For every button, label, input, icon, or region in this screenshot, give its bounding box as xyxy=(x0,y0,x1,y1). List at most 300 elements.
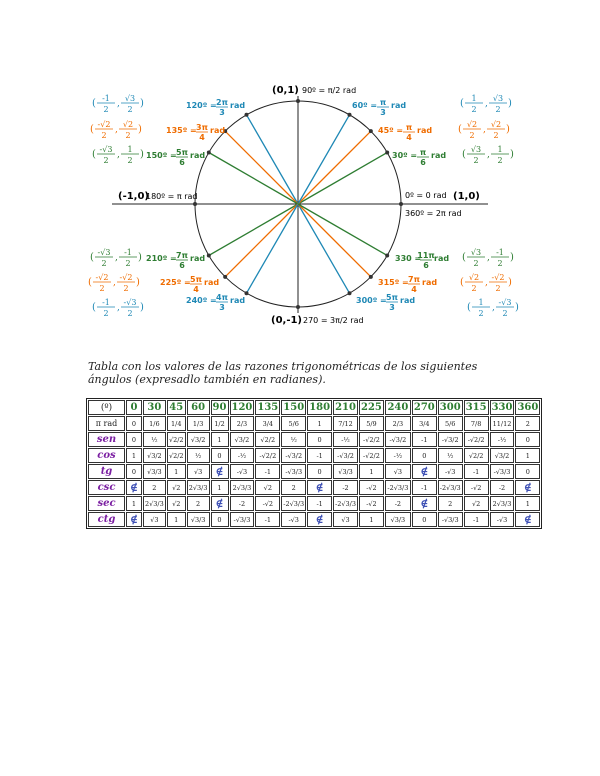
rad-unit: rad xyxy=(422,278,438,287)
svg-text:2: 2 xyxy=(469,131,475,140)
table-cell: 1 xyxy=(515,496,540,511)
table-cell: 1 xyxy=(515,448,540,463)
svg-text:2: 2 xyxy=(127,105,133,114)
table-row xyxy=(88,416,540,431)
svg-text:(: ( xyxy=(462,252,466,263)
table-row xyxy=(88,448,540,463)
table-cell: ∉ xyxy=(126,480,142,495)
svg-text:5π: 5π xyxy=(176,148,188,157)
svg-text:-√3: -√3 xyxy=(498,298,512,307)
rad-unit: rad xyxy=(230,296,246,305)
table-cell: 0 xyxy=(307,432,332,447)
angle-deg-315: 315º = xyxy=(378,278,409,287)
point-45 xyxy=(369,129,373,133)
table-cell: -√3/3 xyxy=(490,464,515,479)
table-cell: -√2/2 xyxy=(255,448,280,463)
svg-text:√3: √3 xyxy=(470,248,482,257)
coord-pair-120 xyxy=(92,94,144,114)
table-row xyxy=(88,464,540,479)
svg-text:3: 3 xyxy=(219,303,225,312)
table-cell: 2√3/3 xyxy=(143,496,166,511)
table-cell: √2/2 xyxy=(167,432,186,447)
angle-deg-240: 240º = xyxy=(186,296,217,305)
point-210 xyxy=(207,254,211,258)
svg-text:2: 2 xyxy=(125,259,131,268)
header-cell: 270 xyxy=(413,402,435,413)
svg-text:4π: 4π xyxy=(216,293,228,302)
table-cell: 1/4 xyxy=(167,416,186,431)
table-cell: -√3/3 xyxy=(281,464,306,479)
svg-text:2: 2 xyxy=(497,156,503,165)
header-cell: 180 xyxy=(309,402,331,413)
svg-text:1: 1 xyxy=(127,145,133,154)
header-cell: 330 xyxy=(491,402,513,413)
header-cell: 150 xyxy=(281,400,306,415)
table-cell: 3/4 xyxy=(412,416,437,431)
table-cell: ∉ xyxy=(307,512,332,527)
point-30 xyxy=(385,151,389,155)
table-cell: -2 xyxy=(490,480,515,495)
svg-text:): ) xyxy=(506,124,510,135)
table-cell: √3/3 xyxy=(333,464,358,479)
table-cell: -2 xyxy=(385,496,411,511)
row-label: tg xyxy=(88,464,125,479)
table-cell: 1 xyxy=(167,464,186,479)
svg-text:2: 2 xyxy=(101,131,107,140)
row-label: π rad xyxy=(88,416,125,431)
angle-rad-60 xyxy=(377,98,389,117)
angle-rad-30 xyxy=(417,148,429,167)
table-cell: ∉ xyxy=(307,480,332,495)
table-cell: 2√3/3 xyxy=(230,480,255,495)
coord-pair-30 xyxy=(462,145,514,165)
angle-deg-135: 135º = xyxy=(166,126,197,135)
rad-unit: rad xyxy=(417,126,433,135)
coord-pair-225 xyxy=(88,273,140,293)
svg-text:6: 6 xyxy=(179,158,185,167)
table-cell: 1 xyxy=(211,432,229,447)
table-row xyxy=(88,480,540,495)
svg-text:6: 6 xyxy=(423,261,429,270)
svg-text:): ) xyxy=(138,124,142,135)
coord-bottom: (0,-1) xyxy=(271,315,303,326)
svg-text:4: 4 xyxy=(193,285,199,294)
angle-deg-150: 150º = xyxy=(146,151,177,160)
angle-label-180: 180º = π rad xyxy=(146,192,198,201)
point-330 xyxy=(385,254,389,258)
svg-text:2: 2 xyxy=(473,156,479,165)
table-cell: -1 xyxy=(464,464,489,479)
svg-text:(: ( xyxy=(458,124,462,135)
svg-text:√3: √3 xyxy=(124,94,136,103)
table-cell: ∉ xyxy=(515,480,540,495)
table-cell: 2√3/3 xyxy=(490,496,515,511)
rad-unit: rad xyxy=(391,101,407,110)
angle-label-270: 270 = 3π/2 rad xyxy=(303,316,364,325)
table-row xyxy=(88,496,540,511)
svg-text:2: 2 xyxy=(103,309,109,318)
angle-rad-315 xyxy=(408,275,420,294)
svg-text:): ) xyxy=(140,302,144,313)
svg-text:5π: 5π xyxy=(386,293,398,302)
svg-text:,: , xyxy=(113,278,116,288)
coord-right: (1,0) xyxy=(453,191,480,202)
table-cell: √3/2 xyxy=(230,432,255,447)
table-cell: 7/8 xyxy=(464,416,489,431)
svg-text:(: ( xyxy=(460,98,464,109)
svg-text:): ) xyxy=(508,98,512,109)
svg-text:,: , xyxy=(487,253,490,263)
coordinate-labels xyxy=(88,94,519,318)
table-cell: 0 xyxy=(126,432,142,447)
row-label: sec xyxy=(88,496,125,511)
table-cell: -√2 xyxy=(464,480,489,495)
table-cell: √3 xyxy=(385,464,411,479)
table-cell: √3/3 xyxy=(385,512,411,527)
header-cell: 0 xyxy=(126,400,142,415)
svg-text:11π: 11π xyxy=(417,251,435,260)
table-cell: -1 xyxy=(255,512,280,527)
angle-label-90: 90º = π/2 rad xyxy=(302,86,357,95)
table-cell: 1 xyxy=(359,464,384,479)
table-cell: √2 xyxy=(167,496,186,511)
table-cell: √3/2 xyxy=(187,432,210,447)
point-bottom xyxy=(296,305,300,309)
svg-text:,: , xyxy=(485,278,488,288)
svg-text:-√2: -√2 xyxy=(491,273,505,282)
svg-text:√3: √3 xyxy=(470,145,482,154)
table-cell: ½ xyxy=(438,448,463,463)
table-cell: -2√3/3 xyxy=(438,480,463,495)
table-cell: 1/3 xyxy=(187,416,210,431)
table-cell: √2/2 xyxy=(255,432,280,447)
svg-text:,: , xyxy=(117,150,120,160)
table-cell: 0 xyxy=(515,432,540,447)
table-cell: √3 xyxy=(143,512,166,527)
svg-text:): ) xyxy=(510,252,514,263)
angle-rad-225 xyxy=(190,275,202,294)
coord-pair-240 xyxy=(92,298,144,318)
angle-rad-45 xyxy=(403,123,415,142)
table-cell: ∉ xyxy=(412,464,437,479)
table-cell: 5/9 xyxy=(359,416,384,431)
svg-text:(: ( xyxy=(88,277,92,288)
svg-text:2π: 2π xyxy=(216,98,228,107)
svg-text:2: 2 xyxy=(99,284,105,293)
table-cell: 2 xyxy=(438,496,463,511)
coord-top: (0,1) xyxy=(272,85,299,96)
svg-text:-√3: -√3 xyxy=(123,298,137,307)
angle-rad-135 xyxy=(196,123,208,142)
angle-rad-240 xyxy=(216,293,228,312)
svg-text:-√3: -√3 xyxy=(97,248,111,257)
coord-pair-330 xyxy=(462,248,514,268)
table-cell: 2 xyxy=(281,480,306,495)
table-caption: Tabla con los valores de las razones trigonométricas de los siguientes ángulos (expresadlo también en radianes). xyxy=(88,360,478,386)
coord-pair-150 xyxy=(92,145,144,165)
row-label: sen xyxy=(88,432,125,447)
header-cell: 225 xyxy=(361,402,382,413)
table-cell: √2/2 xyxy=(464,448,489,463)
svg-text:(: ( xyxy=(92,98,96,109)
svg-text:7π: 7π xyxy=(408,275,420,284)
svg-text:3: 3 xyxy=(380,108,386,117)
header-cell: 315 xyxy=(465,402,487,413)
header-cell: 90 xyxy=(211,400,229,415)
point-right xyxy=(399,202,403,206)
table-cell: ½ xyxy=(281,432,306,447)
coord-left: (-1,0) xyxy=(118,191,150,202)
table-cell: 3/4 xyxy=(255,416,280,431)
point-left xyxy=(193,202,197,206)
table-cell: √3/2 xyxy=(143,448,166,463)
svg-text:√3: √3 xyxy=(492,94,504,103)
table-cell: 0 xyxy=(126,416,142,431)
svg-text:,: , xyxy=(483,125,486,135)
rad-unit: rad xyxy=(434,254,450,263)
coord-pair-60 xyxy=(460,94,512,114)
coord-pair-45 xyxy=(458,120,510,140)
angle-label-0: 0º = 0 rad xyxy=(405,191,447,200)
table-cell: -1 xyxy=(412,480,437,495)
svg-text:-√3: -√3 xyxy=(99,145,113,154)
svg-text:,: , xyxy=(115,125,118,135)
rad-unit: rad xyxy=(400,296,416,305)
angle-deg-120: 120º = xyxy=(186,101,217,110)
svg-text:(: ( xyxy=(460,277,464,288)
table-cell: ½ xyxy=(187,448,210,463)
table-cell: -√2 xyxy=(359,480,384,495)
svg-text:1: 1 xyxy=(497,145,503,154)
table-cell: -√3 xyxy=(490,512,515,527)
table-cell: -½ xyxy=(385,448,411,463)
rad-unit: rad xyxy=(230,101,246,110)
row-label: csc xyxy=(88,480,125,495)
svg-text:-1: -1 xyxy=(496,248,504,257)
angle-deg-330: 330 = xyxy=(395,254,422,263)
table-cell: 2 xyxy=(515,416,540,431)
table-cell: 5/6 xyxy=(438,416,463,431)
svg-text:2: 2 xyxy=(495,105,501,114)
svg-text:2: 2 xyxy=(471,284,477,293)
svg-text:4: 4 xyxy=(199,133,205,142)
table-cell: -√2/2 xyxy=(359,448,384,463)
svg-text:,: , xyxy=(492,303,495,313)
svg-text:2: 2 xyxy=(127,309,133,318)
table-cell: -√3/2 xyxy=(438,432,463,447)
table-cell: -2 xyxy=(230,496,255,511)
table-cell: 1 xyxy=(167,512,186,527)
table-cell: ∉ xyxy=(515,512,540,527)
table-cell: 1/6 xyxy=(143,416,166,431)
table-cell: -√3/2 xyxy=(281,448,306,463)
table-cell: 1 xyxy=(359,512,384,527)
table-cell: 0 xyxy=(211,512,229,527)
angle-deg-210: 210º = xyxy=(146,254,177,263)
table-cell: -√2/2 xyxy=(464,432,489,447)
row-label: cos xyxy=(88,448,125,463)
table-cell: √3 xyxy=(187,464,210,479)
svg-text:-1: -1 xyxy=(102,298,110,307)
table-cell: -½ xyxy=(333,432,358,447)
angle-rad-300 xyxy=(386,293,398,312)
table-cell: √3 xyxy=(333,512,358,527)
svg-text:6: 6 xyxy=(179,261,185,270)
table-cell: 1 xyxy=(211,480,229,495)
table-cell: 0 xyxy=(412,448,437,463)
svg-text:√2: √2 xyxy=(468,273,480,282)
table-cell: 1 xyxy=(307,416,332,431)
svg-text:-1: -1 xyxy=(124,248,132,257)
svg-text:(: ( xyxy=(90,252,94,263)
svg-text:1: 1 xyxy=(471,94,477,103)
svg-text:): ) xyxy=(515,302,519,313)
header-cell: 135 xyxy=(257,402,279,413)
table-cell: √2 xyxy=(464,496,489,511)
header-cell: 60 xyxy=(187,400,210,415)
angle-deg-225: 225º = xyxy=(160,278,191,287)
svg-text:3: 3 xyxy=(389,303,395,312)
svg-text:2: 2 xyxy=(123,284,129,293)
table-cell: -√3 xyxy=(438,464,463,479)
table-row xyxy=(88,512,540,527)
rad-unit: rad xyxy=(204,278,220,287)
table-cell: √2/2 xyxy=(167,448,186,463)
header-cell: 120 xyxy=(231,402,253,413)
point-225 xyxy=(223,275,227,279)
table-cell: -√2 xyxy=(255,496,280,511)
svg-text:6: 6 xyxy=(420,158,426,167)
table-cell: -√3/3 xyxy=(230,512,255,527)
svg-text:√2: √2 xyxy=(490,120,502,129)
svg-text:2: 2 xyxy=(471,105,477,114)
table-cell: -√2 xyxy=(359,496,384,511)
table-cell: -√3/3 xyxy=(438,512,463,527)
point-top xyxy=(296,99,300,103)
table-cell: -√3/2 xyxy=(385,432,411,447)
header-cell: (º) xyxy=(88,400,125,415)
table-cell: ∉ xyxy=(211,464,229,479)
table-cell: 5/6 xyxy=(281,416,306,431)
table-cell: √3/2 xyxy=(490,448,515,463)
header-cell: 45 xyxy=(167,400,186,415)
table-cell: 2 xyxy=(187,496,210,511)
table-cell: 1 xyxy=(126,496,142,511)
angle-deg-30: 30º = xyxy=(392,151,418,160)
svg-text:3π: 3π xyxy=(196,123,208,132)
table-cell: -1 xyxy=(464,512,489,527)
unit-circle-figure xyxy=(0,0,600,340)
svg-text:√2: √2 xyxy=(122,120,134,129)
angle-rad-120 xyxy=(216,98,228,117)
table-cell: -√3/2 xyxy=(333,448,358,463)
angle-rad-210 xyxy=(176,251,188,270)
svg-text:2: 2 xyxy=(127,156,133,165)
svg-text:2: 2 xyxy=(125,131,131,140)
angle-rad-150 xyxy=(176,148,188,167)
svg-text:2: 2 xyxy=(495,284,501,293)
svg-text:): ) xyxy=(510,149,514,160)
table-cell: -√3 xyxy=(281,512,306,527)
rad-unit: rad xyxy=(210,126,226,135)
svg-text:-√2: -√2 xyxy=(97,120,111,129)
header-cell: 300 xyxy=(438,400,463,415)
table-cell: 1 xyxy=(126,448,142,463)
rad-unit: rad xyxy=(190,151,206,160)
svg-text:(: ( xyxy=(92,149,96,160)
header-cell: 240 xyxy=(385,400,411,415)
svg-text:,: , xyxy=(115,253,118,263)
point-120 xyxy=(245,113,249,117)
svg-text:2: 2 xyxy=(478,309,484,318)
table-cell: 1/2 xyxy=(211,416,229,431)
svg-text:): ) xyxy=(140,98,144,109)
table-cell: 2 xyxy=(143,480,166,495)
svg-text:-√2: -√2 xyxy=(95,273,109,282)
svg-text:-√2: -√2 xyxy=(119,273,133,282)
trig-values-table xyxy=(86,398,542,529)
table-cell: 0 xyxy=(412,512,437,527)
svg-text:,: , xyxy=(487,150,490,160)
svg-text:√2: √2 xyxy=(466,120,478,129)
header-cell: 360 xyxy=(517,402,539,413)
svg-text:2: 2 xyxy=(473,259,479,268)
table-cell: ∉ xyxy=(126,512,142,527)
angle-deg-60: 60º = xyxy=(352,101,378,110)
table-cell: -√2/2 xyxy=(359,432,384,447)
point-315 xyxy=(369,275,373,279)
svg-text:4: 4 xyxy=(411,285,417,294)
table-cell: 2/3 xyxy=(385,416,411,431)
table-cell: -1 xyxy=(412,432,437,447)
rad-unit: rad xyxy=(190,254,206,263)
row-label: ctg xyxy=(88,512,125,527)
rad-unit: rad xyxy=(431,151,447,160)
table-cell: 0 xyxy=(211,448,229,463)
table-cell: -1 xyxy=(307,448,332,463)
svg-text:): ) xyxy=(136,277,140,288)
table-cell: 11/12 xyxy=(490,416,515,431)
svg-text:,: , xyxy=(117,99,120,109)
table-cell: -2√3/3 xyxy=(333,496,358,511)
table-cell: 0 xyxy=(515,464,540,479)
svg-text:2: 2 xyxy=(101,259,107,268)
svg-text:(: ( xyxy=(92,302,96,313)
svg-text:π: π xyxy=(419,148,427,157)
angle-label-360: 360º = 2π rad xyxy=(405,209,462,218)
table-cell: √2 xyxy=(255,480,280,495)
angle-deg-300: 300º = xyxy=(356,296,387,305)
coord-pair-300 xyxy=(467,298,519,318)
table-cell: -2 xyxy=(333,480,358,495)
point-150 xyxy=(207,151,211,155)
svg-text:π: π xyxy=(405,123,413,132)
svg-text:2: 2 xyxy=(497,259,503,268)
svg-text:π: π xyxy=(379,98,387,107)
table-cell: ∉ xyxy=(211,496,229,511)
svg-text:): ) xyxy=(138,252,142,263)
point-240 xyxy=(245,291,249,295)
point-300 xyxy=(348,291,352,295)
svg-text:2: 2 xyxy=(493,131,499,140)
coord-pair-135 xyxy=(90,120,142,140)
table-cell: -1 xyxy=(307,496,332,511)
table-cell: √3/3 xyxy=(143,464,166,479)
table-cell: -√3 xyxy=(230,464,255,479)
table-cell: -1 xyxy=(255,464,280,479)
svg-text:(: ( xyxy=(90,124,94,135)
svg-text:-1: -1 xyxy=(102,94,110,103)
